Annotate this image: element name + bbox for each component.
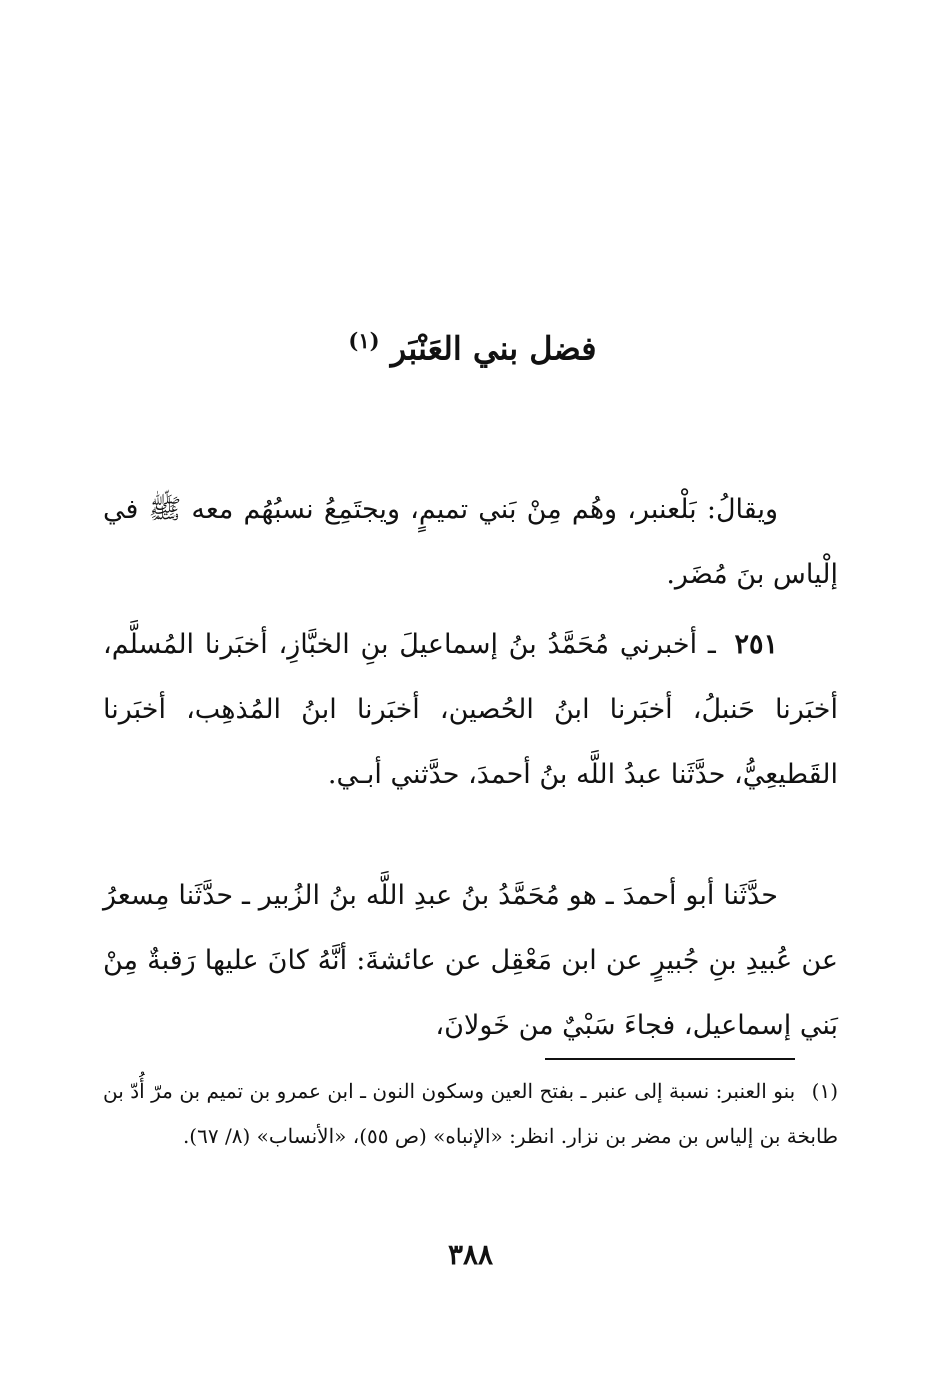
- hadith-chain-paragraph: [103, 612, 838, 807]
- hadith-chain-text: ـ أخبرني مُحَمَّدُ بنُ إسماعيلَ بنِ الخبَّازِ، أخبَرنا المُسلَّم، أخبَرنا حَنبلُ، أخبَرنا ابنُ الحُصين، أخبَرنا ابنُ المُذهِب، أخبَرنا القَطيعِيُّ، حدَّثَنا عبدُ اللَّه بنُ أحمدَ، حدَّثني أبـي.: [103, 629, 838, 790]
- hadith-number: ٢٥١: [734, 629, 778, 660]
- page-number: ٣٨٨: [447, 1238, 494, 1271]
- hadith-chain-block: [103, 612, 838, 807]
- footnote-divider: [545, 1058, 795, 1060]
- footnotes: [103, 1069, 838, 1159]
- hadith-text-block: [103, 863, 838, 1058]
- intro-paragraph-block: [103, 477, 838, 607]
- footnote-marker: (١): [811, 1079, 839, 1103]
- footnote-item: [103, 1069, 838, 1159]
- section-title: [0, 328, 941, 368]
- title-footnote-marker: (١): [348, 328, 380, 353]
- section-title-text: فضل بني العَنْبَر: [390, 329, 597, 368]
- footnote-text: بنو العنبر: نسبة إلى عنبر ـ بفتح العين وسكون النون ـ ابن عمرو بن تميم بن مرّ أُدّ بن طابخة بن إلياس بن مضر بن نزار. انظر: «الإنباه» (ص ٥٥)، «الأنساب» (٨/ ٦٧).: [103, 1079, 838, 1148]
- intro-paragraph: ويقالُ: بَلْعنبر، وهُم مِنْ بَني تميمٍ، ويجتَمِعُ نسبُهُم معه ﷺ في إلْياس بنَ مُضَر.: [103, 494, 838, 590]
- hadith-text-paragraph: حدَّثَنا أبو أحمدَ ـ هو مُحَمَّدُ بنُ عبدِ اللَّه بنُ الزُبير ـ حدَّثَنا مِسعرُ عن عُبيدِ بنِ جُبيرٍ عن ابن مَعْقِل عن عائشةَ: أنَّهُ كانَ عليها رَقبةٌ مِنْ بَني إسماعيل، فجاءَ سَبْيٌ من خَولانَ،: [103, 880, 838, 1041]
